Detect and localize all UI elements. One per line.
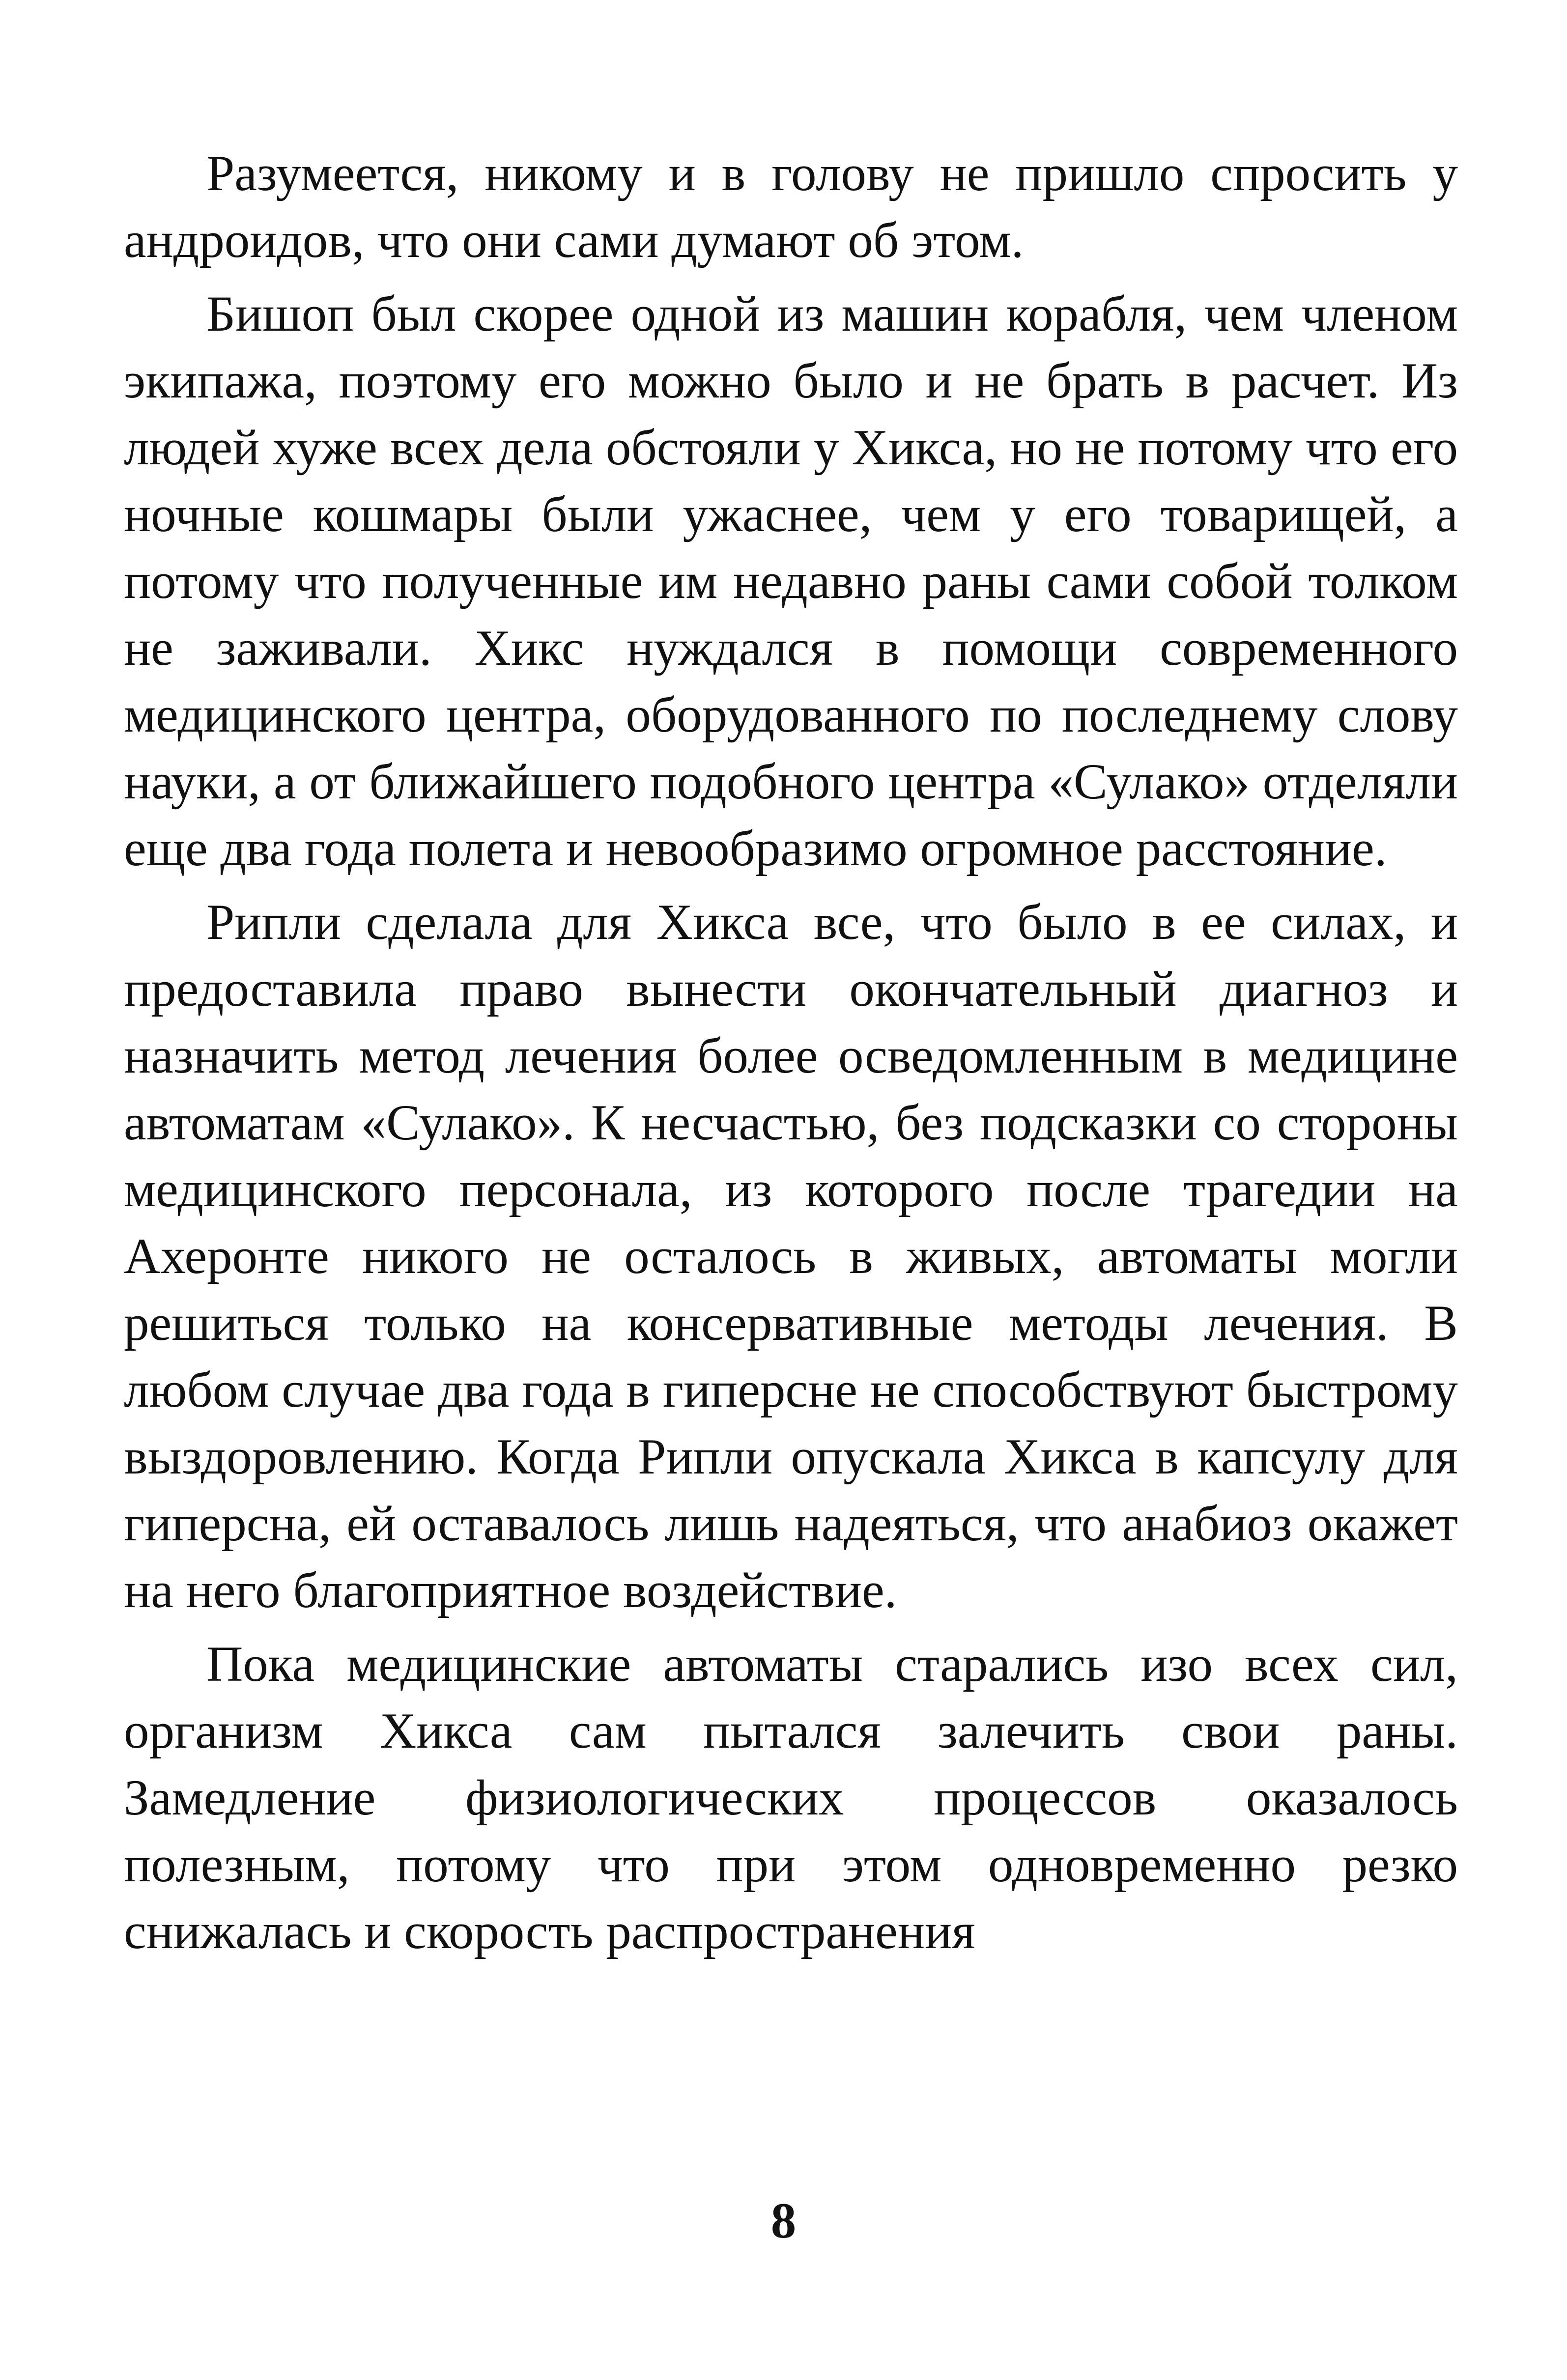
paragraph-1: Разумеется, никому и в голову не пришло спросить у андроидов, что они сами думают об этом. (124, 145, 1458, 268)
paragraph-2: Бишоп был скорее одной из машин корабля, чем членом экипажа, поэтому его можно было и не брать в расчет. Из людей хуже всех дела обстояли у Хикса, но не потому что его ночные кошмары были ужаснее, чем у его товарищей, а потому что полученные им недавно раны сами собой толком не заживали. Хикс нуждался в помощи современного медицинского центра, оборудованного по последнему слову науки, а от ближайшего подобного центра «Сулако» отделяли еще два года полета и невообразимо огромное расстояние. (124, 286, 1458, 877)
paragraph-3: Рипли сделала для Хикса все, что было в ее силах, и предоставила право вынести окончательный диагноз и назначить метод лечения более осведомленным в медицине автоматам «Сулако». К несчастью, без подсказки со стороны медицинского персонала, из которого после трагедии на Ахеронте никого не осталось в живых, автоматы могли решиться только на консервативные методы лечения. В любом случае два года в гиперсне не способствуют быстрому выздоровлению. Когда Рипли опускала Хикса в капсулу для гиперсна, ей оставалось лишь надеяться, что анабиоз окажет на него благоприятное воздействие. (124, 894, 1458, 1618)
page-number: 8 (770, 2193, 797, 2249)
paragraph-4: Пока медицинские автоматы старались изо всех сил, организм Хикса сам пытался залечить свои раны. Замедление физиологических процессов оказалось полезным, потому что при этом одновременно резко снижалась и скорость распространения (124, 1636, 1458, 1959)
page-text-body (124, 140, 1458, 1972)
